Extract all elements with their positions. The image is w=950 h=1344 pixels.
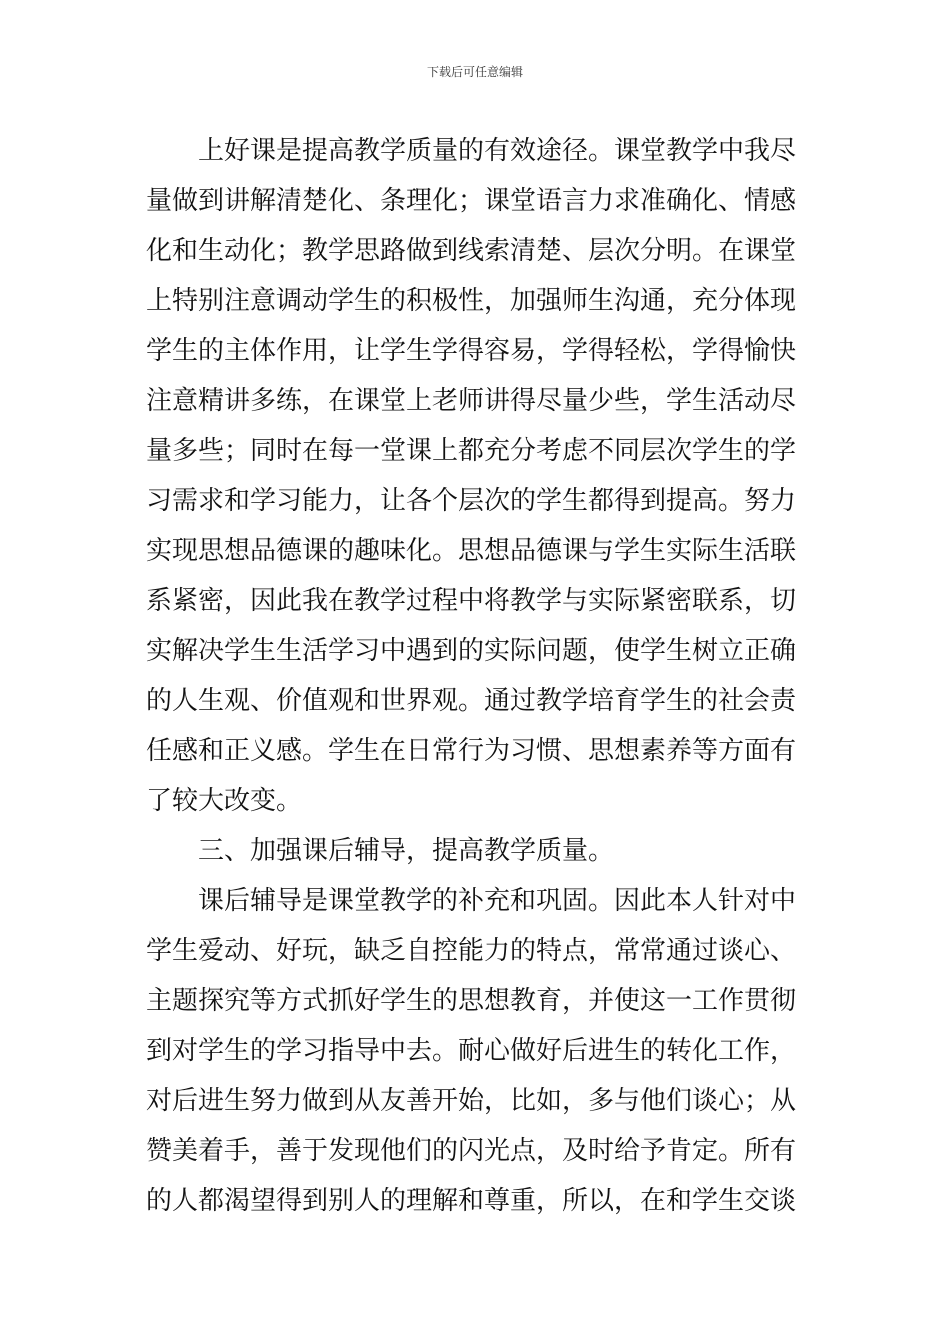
- paragraph-line: 对后进生努力做到从友善开始，比如，多与他们谈心；从: [146, 1086, 797, 1116]
- paragraph-line: 学生爱动、好玩，缺乏自控能力的特点，常常通过谈心、: [146, 936, 797, 966]
- paragraph-line: 上好课是提高教学质量的有效途径。课堂教学中我尽: [198, 136, 797, 166]
- paragraph-line: 了较大改变。: [146, 786, 303, 816]
- paragraph-line: 赞美着手，善于发现他们的闪光点，及时给予肯定。所有: [146, 1136, 797, 1166]
- paragraph-line: 化和生动化；教学思路做到线索清楚、层次分明。在课堂: [146, 236, 797, 266]
- paragraph-line: 量做到讲解清楚化、条理化；课堂语言力求准确化、情感: [146, 186, 797, 216]
- paragraph-line: 主题探究等方式抓好学生的思想教育，并使这一工作贯彻: [146, 986, 797, 1016]
- paragraph-line: 注意精讲多练，在课堂上老师讲得尽量少些，学生活动尽: [146, 386, 797, 416]
- paragraph-line: 系紧密，因此我在教学过程中将教学与实际紧密联系，切: [146, 586, 797, 616]
- paragraph-line: 学生的主体作用，让学生学得容易，学得轻松，学得愉快: [146, 336, 797, 366]
- paragraph-line: 到对学生的学习指导中去。耐心做好后进生的转化工作，: [146, 1036, 797, 1066]
- paragraph-line: 上特别注意调动学生的积极性，加强师生沟通，充分体现: [146, 286, 797, 316]
- paragraph-line: 的人生观、价值观和世界观。通过教学培育学生的社会责: [146, 686, 797, 716]
- paragraph-line: 实现思想品德课的趣味化。思想品德课与学生实际生活联: [146, 536, 797, 566]
- section-heading: 三、加强课后辅导，提高教学质量。: [198, 836, 615, 866]
- paragraph-line: 实解决学生生活学习中遇到的实际问题，使学生树立正确: [146, 636, 797, 666]
- paragraph-line: 习需求和学习能力，让各个层次的学生都得到提高。努力: [146, 486, 797, 516]
- paragraph-line: 课后辅导是课堂教学的补充和巩固。因此本人针对中: [198, 886, 797, 916]
- paragraph-line: 的人都渴望得到别人的理解和尊重，所以，在和学生交谈: [146, 1186, 797, 1216]
- document-body: [146, 126, 808, 1226]
- paragraph-line: 量多些；同时在每一堂课上都充分考虑不同层次学生的学: [146, 436, 797, 466]
- paragraph-line: 任感和正义感。学生在日常行为习惯、思想素养等方面有: [146, 736, 797, 766]
- page-header: 下载后可任意编辑: [426, 65, 523, 79]
